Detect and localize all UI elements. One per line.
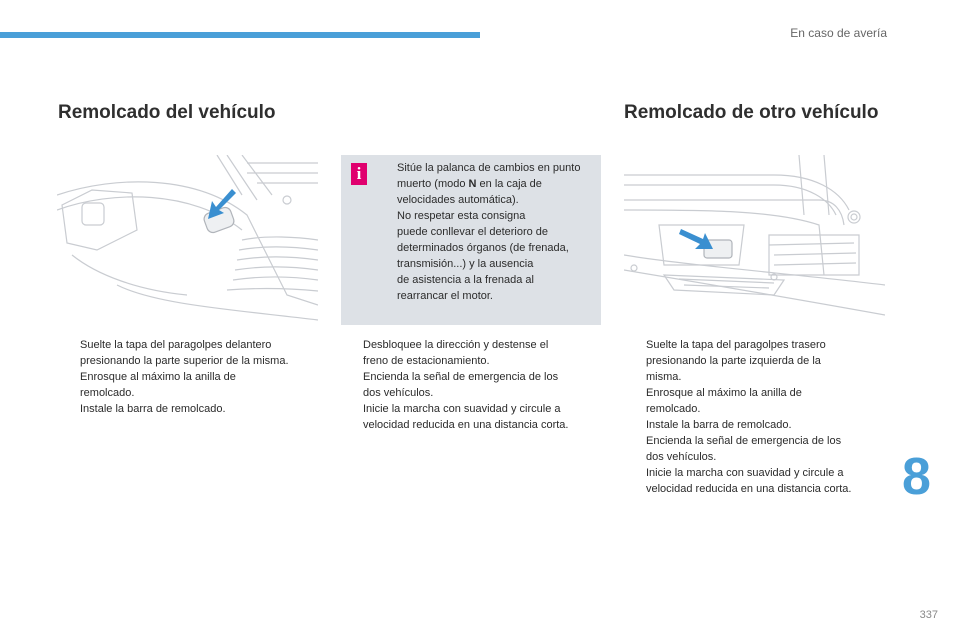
bullet-icon <box>58 401 80 417</box>
rear-bumper-illustration <box>624 155 885 325</box>
list-item: Encienda la señal de emergencia de los dos vehículos. <box>624 433 884 465</box>
arrow-icon <box>679 225 715 255</box>
info-icon: i <box>351 163 367 185</box>
list-item: Instale la barra de remolcado. <box>58 401 323 417</box>
info-warning-text: No respetar esta consigna puede conllevar el deterioro de determinados órganos (de frenada, transmisión...) y la ausencia de asistencia a la frenada al rearrancar el motor. <box>397 210 569 302</box>
list-item: Desbloquee la dirección y destense el freno de estacionamiento. <box>341 337 606 369</box>
list-item: Suelte la tapa del paragolpes delantero presionando la parte superior de la misma. <box>58 337 323 369</box>
bullet-icon <box>58 337 80 369</box>
bullet-icon <box>624 465 646 497</box>
bullet-icon <box>624 385 646 417</box>
page-number: 337 <box>919 609 938 621</box>
bullet-icon <box>624 433 646 465</box>
bullet-icon <box>341 401 363 433</box>
bullet-icon <box>58 369 80 401</box>
list-item: Inicie la marcha con suavidad y circule a velocidad reducida en una distancia corta. <box>624 465 884 497</box>
front-towing-steps <box>58 337 323 417</box>
list-item: Enrosque al máximo la anilla de remolcado. <box>58 369 323 401</box>
info-text: Sitúe la palanca de cambios en punto muerto (modo N en la caja de velocidades automática). No respetar esta consigna puede conllevar el deterioro de determinados órganos (de frenada, transmisión...) y la ausencia de asistencia a la frenada al rearrancar el motor. <box>375 160 597 304</box>
info-box <box>341 155 601 325</box>
bullet-icon <box>624 337 646 385</box>
bullet-icon <box>341 369 363 401</box>
bullet-icon <box>375 160 397 208</box>
rear-towing-steps <box>624 337 884 497</box>
section-header: En caso de avería <box>790 26 887 40</box>
header-accent-bar <box>0 32 480 38</box>
rear-towing-title: Remolcado de otro vehículo <box>624 102 879 123</box>
list-item: Inicie la marcha con suavidad y circule a velocidad reducida en una distancia corta. <box>341 401 606 433</box>
list-item: Enrosque al máximo la anilla de remolcado. <box>624 385 884 417</box>
towing-procedure-steps <box>341 337 606 433</box>
chapter-number: 8 <box>902 448 931 506</box>
list-item: Encienda la señal de emergencia de los dos vehículos. <box>341 369 606 401</box>
front-towing-title: Remolcado del vehículo <box>58 102 276 123</box>
list-item: Instale la barra de remolcado. <box>624 417 884 433</box>
front-bumper-illustration <box>57 155 318 325</box>
arrow-icon <box>202 185 242 225</box>
bullet-icon <box>341 337 363 369</box>
bullet-icon <box>624 417 646 433</box>
list-item: Suelte la tapa del paragolpes trasero presionando la parte izquierda de la misma. <box>624 337 884 385</box>
